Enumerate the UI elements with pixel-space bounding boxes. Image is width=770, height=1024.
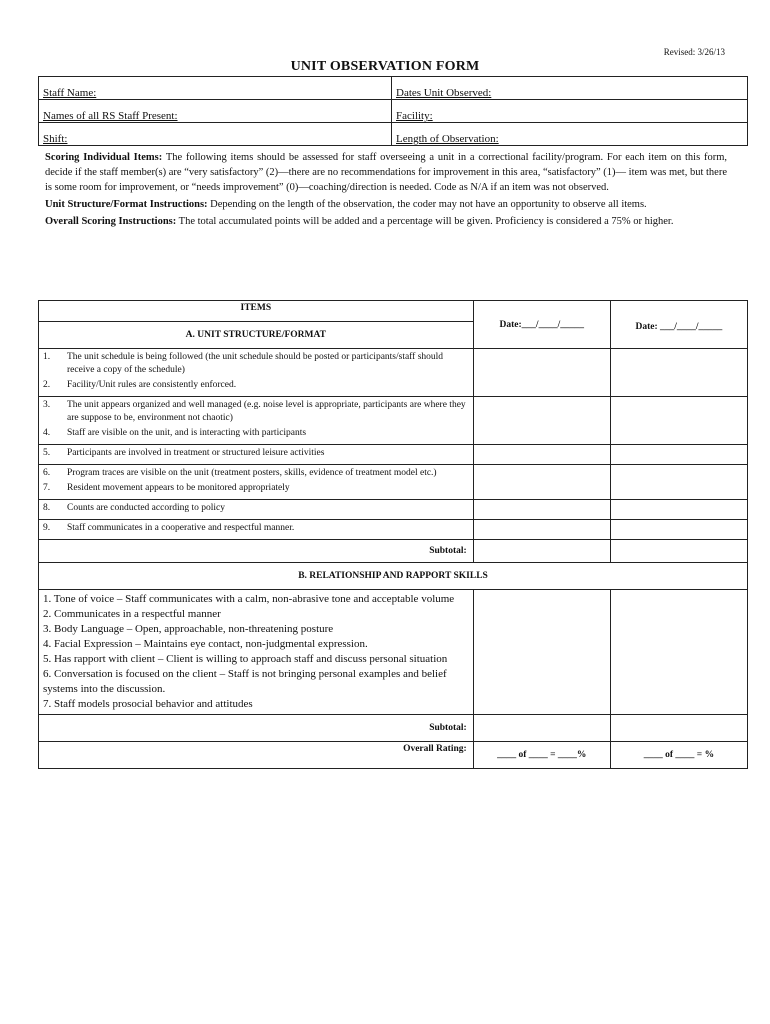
- section-a-item: [39, 501, 473, 516]
- item-number: 7.: [43, 483, 51, 493]
- section-b-item: 4. Facial Expression – Maintains eye contact, non-judgmental expression.: [43, 638, 368, 650]
- length-observation-field[interactable]: Length of Observation:: [392, 123, 748, 146]
- score-cell-1[interactable]: [473, 500, 610, 520]
- shift-field[interactable]: Shift:: [39, 123, 392, 146]
- item-text: The unit schedule is being followed (the unit schedule should be posted or participants/staff should receive a copy of the schedule): [67, 352, 444, 375]
- section-b-item: 5. Has rapport with client – Client is willing to approach staff and discuss personal situation: [43, 653, 448, 665]
- section-b-item: 3. Body Language – Open, approachable, non-threatening posture: [43, 623, 334, 635]
- item-text: The unit appears organized and well managed (e.g. noise level is appropriate, participants are where they are suppose to be, environment not chaotic): [67, 400, 466, 423]
- item-number: 9.: [43, 523, 51, 533]
- items-header: ITEMS: [39, 301, 474, 322]
- section-a-item: [39, 446, 473, 461]
- instructions: [45, 150, 727, 231]
- score-cell-2[interactable]: [610, 349, 747, 397]
- section-a-item: [39, 350, 473, 378]
- facility-field[interactable]: Facility:: [392, 100, 748, 123]
- item-text: Facility/Unit rules are consistently enforced.: [67, 380, 237, 390]
- item-number: 5.: [43, 448, 51, 458]
- section-a-row: [39, 349, 474, 397]
- subtotal-a-label: Subtotal:: [39, 540, 474, 563]
- section-b-heading: B. RELATIONSHIP AND RAPPORT SKILLS: [39, 563, 748, 590]
- section-a-item: [39, 398, 473, 426]
- section-a-row: [39, 500, 474, 520]
- subtotal-a-score-2[interactable]: [610, 540, 747, 563]
- score-cell-1[interactable]: [473, 349, 610, 397]
- date-column-1[interactable]: Date:___/____/_____: [473, 301, 610, 349]
- section-a-row: [39, 445, 474, 465]
- item-text: Participants are involved in treatment or structured leisure activities: [67, 448, 325, 458]
- score-cell-1[interactable]: [473, 520, 610, 540]
- staff-name-field[interactable]: Staff Name:: [39, 77, 392, 100]
- items-table: [38, 300, 748, 769]
- score-cell-2[interactable]: [610, 397, 747, 445]
- section-b-item: 6. Conversation is focused on the client – Staff is not bringing personal examples and belief systems into the discussion.: [43, 668, 447, 695]
- item-number: 8.: [43, 503, 51, 513]
- section-a-heading: A. UNIT STRUCTURE/FORMAT: [39, 322, 474, 349]
- revised-date: Revised: 3/26/13: [663, 47, 725, 57]
- item-text: Staff communicates in a cooperative and respectful manner.: [67, 523, 295, 533]
- section-a-row: [39, 397, 474, 445]
- dates-observed-field[interactable]: Dates Unit Observed:: [392, 77, 748, 100]
- section-b-score-1[interactable]: [473, 590, 610, 715]
- item-text: Resident movement appears to be monitored appropriately: [67, 483, 290, 493]
- section-b-item: 1. Tone of voice – Staff communicates with a calm, non-abrasive tone and acceptable volume: [43, 593, 455, 605]
- item-number: 4.: [43, 428, 51, 438]
- score-cell-1[interactable]: [473, 397, 610, 445]
- section-b-items: [39, 590, 474, 715]
- section-a-items: [39, 349, 748, 540]
- rs-staff-field[interactable]: Names of all RS Staff Present:: [39, 100, 392, 123]
- section-a-row: [39, 520, 474, 540]
- section-b-item: 2. Communicates in a respectful manner: [43, 608, 221, 620]
- subtotal-b-score-1[interactable]: [473, 715, 610, 742]
- staff-info-table: [38, 76, 748, 146]
- overall-rating-2[interactable]: ____ of ____ = %: [610, 742, 747, 769]
- item-number: 2.: [43, 380, 51, 390]
- overall-instructions: Overall Scoring Instructions: The total accumulated points will be added and a percentage will be given. Proficiency is considered a 75% or higher.: [45, 216, 674, 227]
- section-b-score-2[interactable]: [610, 590, 747, 715]
- section-a-item: [39, 521, 473, 536]
- section-a-row: [39, 465, 474, 500]
- subtotal-b-score-2[interactable]: [610, 715, 747, 742]
- date-column-2[interactable]: Date: ___/____/_____: [610, 301, 747, 349]
- subtotal-b-label: Subtotal:: [39, 715, 474, 742]
- section-a-item: [39, 378, 473, 393]
- page-title: UNIT OBSERVATION FORM: [290, 59, 480, 74]
- score-cell-1[interactable]: [473, 465, 610, 500]
- section-a-item: [39, 426, 473, 441]
- section-b-item: 7. Staff models prosocial behavior and attitudes: [43, 698, 253, 710]
- structure-instructions: Unit Structure/Format Instructions: Depending on the length of the observation, the coder may not have an opportunity to observe all items.: [45, 199, 647, 210]
- item-text: Program traces are visible on the unit (treatment posters, skills, evidence of treatment model etc.): [67, 468, 437, 478]
- score-cell-2[interactable]: [610, 445, 747, 465]
- item-number: 1.: [43, 352, 51, 362]
- score-cell-2[interactable]: [610, 500, 747, 520]
- item-text: Counts are conducted according to policy: [67, 503, 226, 513]
- item-number: 6.: [43, 468, 51, 478]
- overall-rating-1[interactable]: ____ of ____ = ____%: [473, 742, 610, 769]
- scoring-instructions: Scoring Individual Items: The following items should be assessed for staff overseeing a unit in a correctional facility/program. For each item on this form, decide if the staff member(s) are “very satisfactory” (2)—there are no recommendations for improvement in this area, “satisfactory” (1)— item was met, but there is some room for improvement, or “needs improvement” (0)—coaching/direction is needed. Code as N/A if an item was not observed.: [45, 152, 728, 193]
- overall-rating-label: Overall Rating:: [39, 742, 474, 769]
- section-a-item: [39, 481, 473, 496]
- item-text: Staff are visible on the unit, and is interacting with participants: [67, 428, 307, 438]
- subtotal-a-score-1[interactable]: [473, 540, 610, 563]
- score-cell-2[interactable]: [610, 520, 747, 540]
- item-number: 3.: [43, 400, 51, 410]
- score-cell-2[interactable]: [610, 465, 747, 500]
- section-a-item: [39, 466, 473, 481]
- score-cell-1[interactable]: [473, 445, 610, 465]
